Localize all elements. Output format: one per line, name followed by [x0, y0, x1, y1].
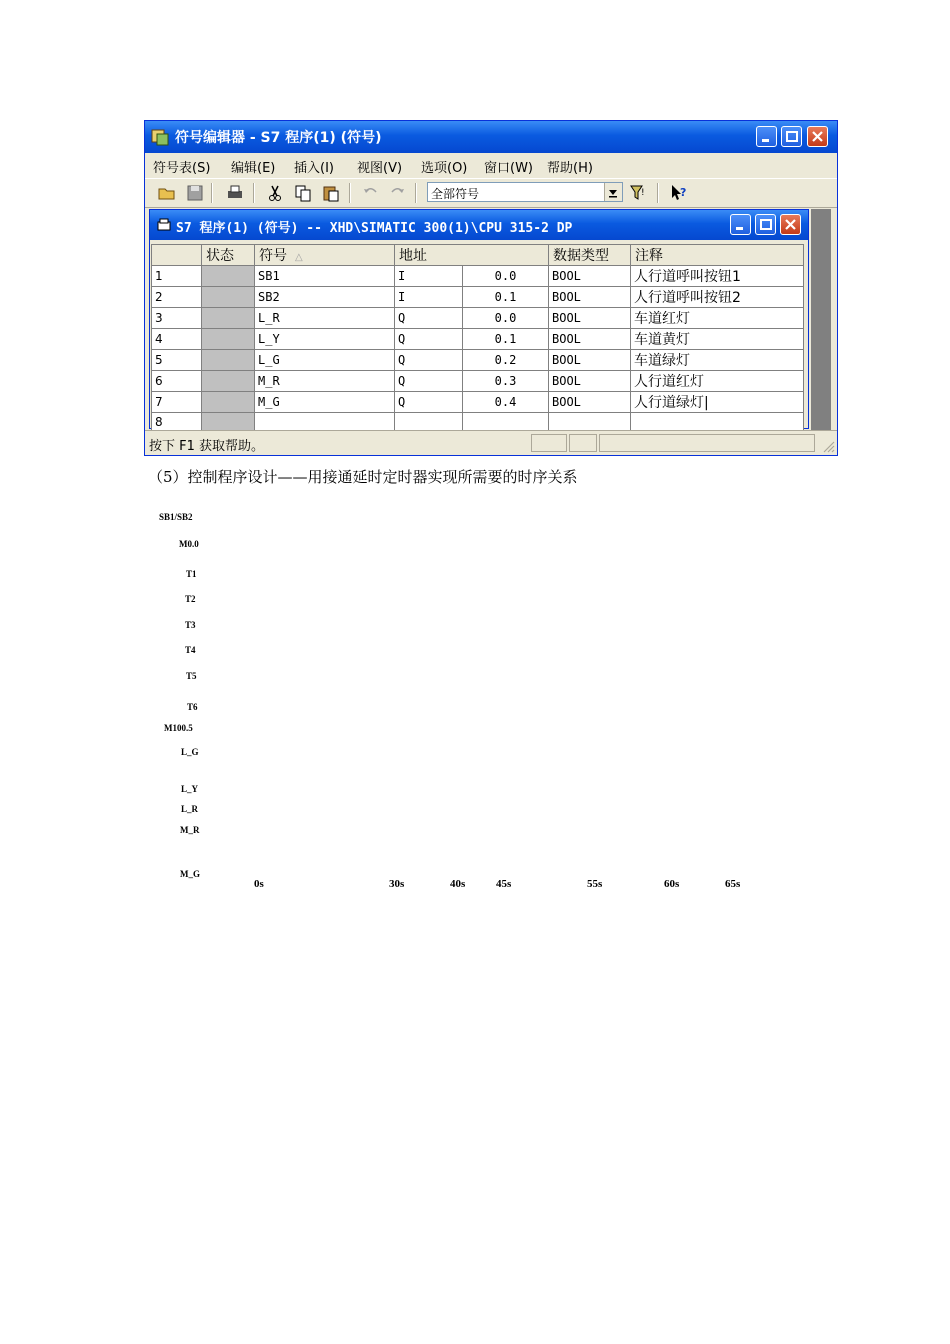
signal-label: L_R	[181, 804, 199, 814]
header-row-number[interactable]	[152, 245, 202, 266]
address-cell[interactable]: 0.0	[463, 308, 549, 329]
data-type-cell[interactable]: BOOL	[549, 266, 631, 287]
symbol-cell[interactable]	[255, 413, 395, 432]
table-row[interactable]	[152, 287, 804, 308]
table-row[interactable]	[152, 308, 804, 329]
header-status[interactable]: 状态	[202, 245, 255, 266]
window-title: 符号编辑器 - S7 程序(1) (符号)	[175, 130, 382, 146]
header-address[interactable]: 地址	[395, 245, 549, 266]
save-icon[interactable]	[185, 183, 205, 203]
symbol-filter-select[interactable]	[427, 182, 623, 202]
address-type-cell[interactable]: Q	[395, 371, 463, 392]
maximize-icon	[759, 218, 772, 231]
address-cell[interactable]: 0.1	[463, 287, 549, 308]
signal-label: M100.5	[164, 723, 193, 733]
toolbar-separator	[657, 183, 659, 203]
symbol-cell[interactable]: SB2	[255, 287, 395, 308]
redo-icon[interactable]	[387, 183, 407, 203]
symbol-cell[interactable]: L_G	[255, 350, 395, 371]
minimize-icon	[734, 218, 747, 231]
menu-insert[interactable]: 插入(I)	[294, 161, 334, 176]
table-row[interactable]	[152, 392, 804, 413]
table-row[interactable]	[152, 266, 804, 287]
status-cell[interactable]	[202, 371, 255, 392]
symbol-cell[interactable]: M_R	[255, 371, 395, 392]
symbol-filter-value: 全部符号	[431, 187, 480, 201]
comment-cell[interactable]	[631, 413, 804, 432]
toolbar-separator	[253, 183, 255, 203]
row-number-cell[interactable]: 8	[152, 413, 202, 432]
status-panel	[569, 434, 597, 452]
svg-text:!: !	[641, 188, 645, 198]
child-window-title: S7 程序(1) (符号) -- XHD\SIMATIC 300(1)\CPU 315-2 DP	[176, 221, 573, 236]
print-icon[interactable]	[225, 183, 245, 203]
signal-label: M_G	[180, 869, 200, 879]
comment-cell[interactable]: 人行道绿灯|	[631, 392, 804, 413]
open-folder-icon[interactable]	[157, 183, 177, 203]
resize-grip-icon[interactable]	[821, 439, 835, 453]
row-number-cell[interactable]: 6	[152, 371, 202, 392]
status-cell[interactable]	[202, 413, 255, 432]
data-type-cell[interactable]: BOOL	[549, 287, 631, 308]
comment-cell[interactable]: 人行道呼叫按钮1	[631, 266, 804, 287]
symbol-table	[151, 244, 804, 432]
close-icon	[811, 130, 824, 143]
data-type-cell[interactable]: BOOL	[549, 308, 631, 329]
address-cell[interactable]: 0.4	[463, 392, 549, 413]
data-type-cell[interactable]: BOOL	[549, 371, 631, 392]
time-tick: 45s	[496, 878, 512, 890]
data-type-cell[interactable]: BOOL	[549, 350, 631, 371]
comment-cell[interactable]: 人行道红灯	[631, 371, 804, 392]
toolbar	[145, 178, 837, 208]
copy-icon[interactable]	[293, 183, 313, 203]
address-type-cell[interactable]: Q	[395, 329, 463, 350]
address-cell[interactable]	[463, 413, 549, 432]
status-panel	[531, 434, 567, 452]
address-cell[interactable]: 0.0	[463, 266, 549, 287]
row-number-cell[interactable]: 4	[152, 329, 202, 350]
section-caption: （5）控制程序设计——用接通延时定时器实现所需要的时序关系	[148, 468, 578, 486]
row-number-cell[interactable]: 1	[152, 266, 202, 287]
signal-label: L_Y	[181, 784, 199, 794]
status-cell[interactable]	[202, 329, 255, 350]
time-tick: 55s	[587, 878, 603, 890]
data-type-cell[interactable]	[549, 413, 631, 432]
minimize-button[interactable]	[756, 126, 777, 147]
workspace-background	[811, 209, 831, 435]
data-type-cell[interactable]: BOOL	[549, 329, 631, 350]
signal-label: T1	[186, 569, 197, 579]
menu-options[interactable]: 选项(O)	[421, 161, 468, 176]
signal-label: T4	[185, 645, 196, 655]
table-row[interactable]	[152, 350, 804, 371]
menu-edit[interactable]: 编辑(E)	[231, 161, 276, 176]
paste-icon[interactable]	[321, 183, 341, 203]
header-symbol[interactable]: 符号 △	[255, 245, 395, 266]
signal-label: M_R	[180, 825, 200, 835]
child-minimize-button[interactable]	[730, 214, 751, 235]
time-tick: 40s	[450, 878, 466, 890]
toolbar-separator	[211, 183, 213, 203]
time-tick: 60s	[664, 878, 680, 890]
svg-text:?: ?	[680, 186, 687, 199]
context-help-icon[interactable]	[669, 183, 689, 203]
header-data-type[interactable]: 数据类型	[549, 245, 631, 266]
symbol-editor-window	[144, 120, 838, 456]
signal-label: T5	[186, 671, 197, 681]
address-type-cell[interactable]: I	[395, 266, 463, 287]
menu-view[interactable]: 视图(V)	[357, 161, 403, 176]
comment-cell[interactable]: 车道黄灯	[631, 329, 804, 350]
status-cell[interactable]	[202, 287, 255, 308]
title-bar[interactable]	[145, 121, 837, 153]
table-row[interactable]	[152, 329, 804, 350]
row-number-cell[interactable]: 2	[152, 287, 202, 308]
row-number-cell[interactable]: 7	[152, 392, 202, 413]
undo-icon[interactable]	[361, 183, 381, 203]
table-row[interactable]	[152, 371, 804, 392]
menu-bar	[145, 153, 837, 177]
status-text: 按下 F1 获取帮助。	[149, 439, 265, 454]
address-type-cell[interactable]: Q	[395, 308, 463, 329]
symbol-cell[interactable]: L_Y	[255, 329, 395, 350]
toolbar-separator	[415, 183, 417, 203]
signal-label: L_G	[181, 747, 199, 757]
header-comment[interactable]: 注释	[631, 245, 804, 266]
comment-cell[interactable]: 人行道呼叫按钮2	[631, 287, 804, 308]
symbol-editor-icon	[151, 128, 169, 146]
signal-label: T2	[185, 594, 196, 604]
symbol-cell[interactable]: M_G	[255, 392, 395, 413]
data-type-cell[interactable]: BOOL	[549, 392, 631, 413]
toolbar-separator	[349, 183, 351, 203]
signal-label: SB1/SB2	[159, 512, 193, 522]
close-icon	[784, 218, 797, 231]
status-cell[interactable]	[202, 350, 255, 371]
signal-label: M0.0	[179, 539, 199, 549]
row-number-cell[interactable]: 3	[152, 308, 202, 329]
status-cell[interactable]	[202, 392, 255, 413]
address-cell[interactable]: 0.3	[463, 371, 549, 392]
maximize-button[interactable]	[781, 126, 802, 147]
symbol-cell[interactable]: SB1	[255, 266, 395, 287]
time-tick: 65s	[725, 878, 741, 890]
address-type-cell[interactable]	[395, 413, 463, 432]
maximize-icon	[785, 130, 798, 143]
symbol-table-window	[149, 209, 809, 429]
signal-label: T6	[187, 702, 198, 712]
time-tick: 30s	[389, 878, 405, 890]
row-number-cell[interactable]: 5	[152, 350, 202, 371]
status-cell[interactable]	[202, 308, 255, 329]
symbol-cell[interactable]: L_R	[255, 308, 395, 329]
close-button[interactable]	[807, 126, 828, 147]
sort-asc-icon: △	[295, 252, 303, 263]
status-panel	[599, 434, 815, 452]
status-bar	[145, 430, 837, 455]
address-cell[interactable]: 0.2	[463, 350, 549, 371]
address-type-cell[interactable]: Q	[395, 392, 463, 413]
menu-window[interactable]: 窗口(W)	[484, 161, 533, 176]
comment-cell[interactable]: 车道红灯	[631, 308, 804, 329]
status-cell[interactable]	[202, 266, 255, 287]
child-title-bar[interactable]	[150, 210, 808, 240]
address-type-cell[interactable]: I	[395, 287, 463, 308]
chevron-down-icon[interactable]	[604, 183, 622, 201]
menu-help[interactable]: 帮助(H)	[547, 161, 593, 176]
address-cell[interactable]: 0.1	[463, 329, 549, 350]
address-type-cell[interactable]: Q	[395, 350, 463, 371]
comment-cell[interactable]: 车道绿灯	[631, 350, 804, 371]
filter-icon[interactable]	[629, 183, 649, 203]
cut-icon[interactable]	[265, 183, 285, 203]
symbol-table-icon	[156, 217, 172, 233]
child-close-button[interactable]	[780, 214, 801, 235]
child-maximize-button[interactable]	[755, 214, 776, 235]
menu-symbol-table[interactable]: 符号表(S)	[153, 161, 211, 176]
signal-label: T3	[185, 620, 196, 630]
minimize-icon	[760, 130, 773, 143]
time-tick: 0s	[254, 878, 264, 890]
table-row[interactable]	[152, 413, 804, 432]
